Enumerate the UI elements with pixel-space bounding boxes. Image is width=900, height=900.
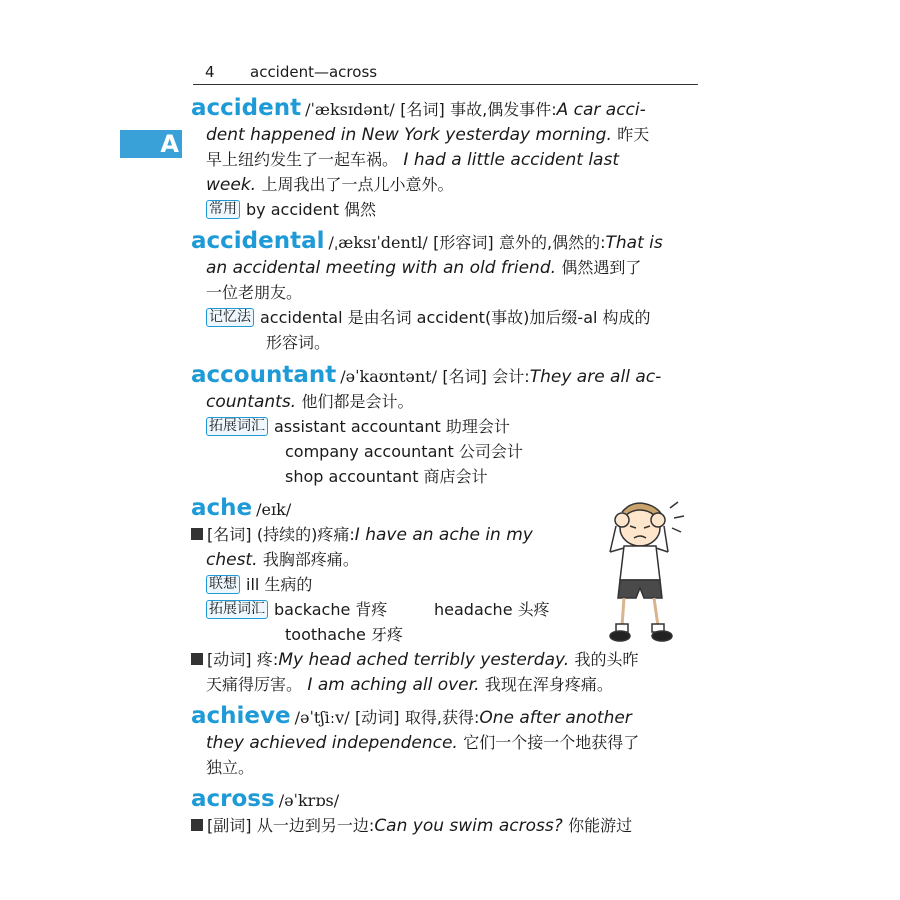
definition: 从一边到另一边:	[256, 816, 375, 835]
part-of-speech: [动词]	[207, 650, 252, 669]
example-cn: 独立。	[206, 758, 255, 777]
example-en: I have an ache in my	[354, 525, 533, 545]
example-en: an accidental meeting with an old friend.	[206, 258, 557, 278]
example-en: Can you swim across?	[374, 816, 563, 836]
entry-accidental-line-3	[206, 280, 302, 305]
entry-accident-line-2	[206, 122, 649, 147]
extended-vocab-item: company accountant 公司会计	[285, 442, 523, 461]
phonetic: /ˈæksɪdənt/	[305, 100, 395, 119]
part-of-speech: [名词]	[400, 100, 445, 119]
entry-accidental-line-2	[206, 255, 641, 280]
headword: achieve	[191, 703, 291, 729]
entry-accident-line-4	[206, 172, 454, 197]
part-of-speech: [动词]	[354, 708, 400, 727]
part-of-speech: [副词]	[207, 816, 252, 835]
association-tag: 联想	[206, 575, 240, 594]
entry-accountant-extended-2	[285, 439, 523, 464]
example-en: One after another	[479, 708, 632, 728]
example-en: That is	[605, 233, 663, 253]
example-en: dent happened in New York yesterday morning.	[206, 125, 612, 145]
entry-ache-sense-1	[191, 522, 533, 547]
extended-vocab-item: shop accountant 商店会计	[285, 467, 488, 486]
extended-vocab-item: backache 背疼	[274, 600, 388, 619]
example-en: My head ached terribly yesterday.	[278, 650, 570, 670]
example-cn: 他们都是会计。	[301, 392, 414, 411]
example-en: week.	[206, 175, 257, 195]
headword: accidental	[191, 228, 325, 254]
entry-ache-extended	[206, 597, 387, 622]
mnemonic-text: accidental 是由名词 accident(事故)加后缀-al 构成的	[260, 308, 651, 327]
extended-vocab-item: assistant accountant 助理会计	[274, 417, 510, 436]
entry-accountant-extended	[206, 414, 510, 439]
example-cn: 早上纽约发生了一起车祸。	[206, 150, 399, 169]
example-cn: 一位老朋友。	[206, 283, 303, 302]
phonetic: /ˌæksɪˈdentl/	[328, 233, 428, 252]
example-cn: 我现在浑身疼痛。	[484, 675, 613, 694]
entry-accidental-mnemonic	[206, 305, 651, 330]
example-cn: 我胸部疼痛。	[262, 550, 359, 569]
entry-accident-line-1	[191, 96, 646, 121]
example-en: I had a little accident last	[403, 150, 620, 170]
example-cn: 偶然遇到了	[561, 258, 642, 277]
entry-ache-sense-1-line-2	[206, 547, 359, 572]
definition: (持续的)疼痛:	[256, 525, 355, 544]
definition: 意外的,偶然的:	[499, 233, 606, 252]
entry-ache-sense-2-line-2	[206, 672, 613, 697]
page-number: 4	[205, 63, 215, 81]
entry-achieve-line-1	[191, 704, 632, 729]
entry-ache-extended-2	[285, 622, 403, 647]
definition: 疼:	[256, 650, 279, 669]
entry-accident-line-3	[206, 147, 619, 172]
example-cn: 天痛得厉害。	[206, 675, 303, 694]
page-header	[193, 60, 698, 85]
example-en: they achieved independence.	[206, 733, 458, 753]
headword: across	[191, 786, 275, 812]
example-cn: 你能游过	[568, 816, 633, 835]
extended-vocab-tag: 拓展词汇	[206, 417, 268, 436]
example-cn: 我的头昨	[574, 650, 639, 669]
entry-achieve-line-3	[206, 755, 254, 780]
entry-ache-extended-b	[434, 597, 550, 622]
association-text: ill 生病的	[246, 575, 313, 594]
sense-marker-icon	[191, 653, 203, 665]
example-en: They are all ac-	[529, 367, 662, 387]
example-en: chest.	[206, 550, 258, 570]
entry-ache-sense-2	[191, 647, 639, 672]
entry-accountant-extended-3	[285, 464, 488, 489]
definition: 会计:	[492, 367, 530, 386]
entry-accidental-mnemonic-2	[266, 330, 330, 355]
definition: 取得,获得:	[404, 708, 480, 727]
example-en: A car acci-	[556, 100, 646, 120]
entry-accountant-line-2	[206, 389, 414, 414]
example-en: I am aching all over.	[307, 675, 480, 695]
usage-text: by accident 偶然	[246, 200, 377, 219]
entry-ache-association	[206, 572, 312, 597]
mnemonic-text: 形容词。	[266, 333, 331, 352]
entry-ache-line-1	[191, 496, 291, 521]
headword: accident	[191, 95, 302, 121]
phonetic: /əˈkaʊntənt/	[340, 367, 437, 386]
entry-across-sense-1	[191, 813, 632, 838]
headword: ache	[191, 495, 253, 521]
entry-across-line-1	[191, 787, 339, 812]
phonetic: /əˈtʃiːv/	[294, 708, 350, 727]
headword: accountant	[191, 362, 337, 388]
extended-vocab-item: headache 头疼	[434, 600, 550, 619]
part-of-speech: [名词]	[207, 525, 252, 544]
part-of-speech: [形容词]	[433, 233, 494, 252]
sense-marker-icon	[191, 819, 203, 831]
phonetic: /əˈkrɒs/	[278, 791, 340, 810]
entry-accident-usage	[206, 197, 376, 222]
entry-achieve-line-2	[206, 730, 639, 755]
example-cn: 它们一个接一个地获得了	[463, 733, 640, 752]
extended-vocab-item: toothache 牙疼	[285, 625, 403, 644]
phonetic: /eɪk/	[256, 500, 292, 519]
sense-marker-icon	[191, 528, 203, 540]
definition: 事故,偶发事件:	[450, 100, 557, 119]
part-of-speech: [名词]	[442, 367, 487, 386]
mnemonic-tag: 记忆法	[206, 308, 254, 327]
letter-tab: A	[120, 130, 182, 158]
example-cn: 昨天	[617, 125, 650, 144]
running-head: accident—across	[250, 63, 378, 81]
usage-tag: 常用	[206, 200, 240, 219]
boy-with-headache-illustration-icon	[592, 488, 702, 648]
example-en: countants.	[206, 392, 297, 412]
example-cn: 上周我出了一点儿小意外。	[261, 175, 454, 194]
entry-accountant-line-1	[191, 363, 661, 388]
extended-vocab-tag: 拓展词汇	[206, 600, 268, 619]
entry-accidental-line-1	[191, 229, 663, 254]
